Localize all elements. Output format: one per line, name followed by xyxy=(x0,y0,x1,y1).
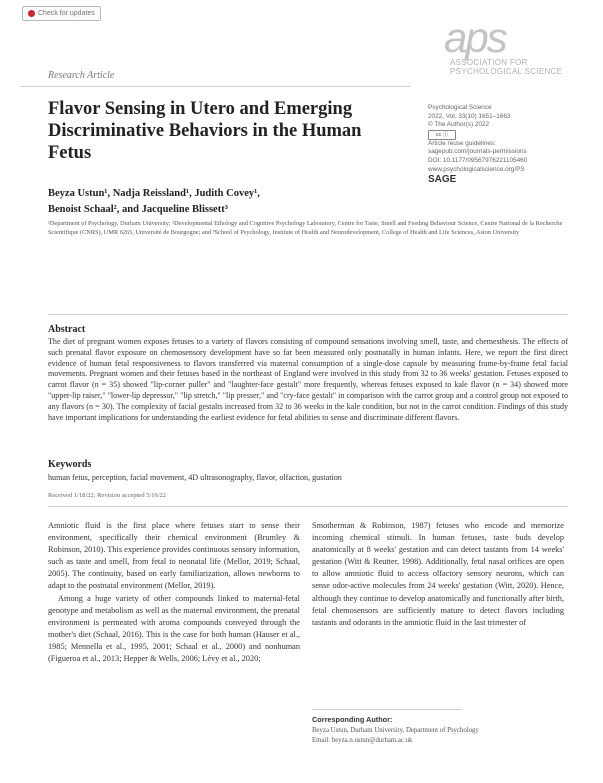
abstract-heading: Abstract xyxy=(48,324,86,335)
reuse-label: Article reuse guidelines: xyxy=(428,139,496,147)
aps-logo-sub-2: PSYCHOLOGICAL SCIENCE xyxy=(450,67,563,76)
affiliations: ¹Department of Psychology, Durham University; ²Developmental Ethology and Cognitive Psychology Laboratory, Centre for Taste, Smell and Feeding Behaviour Science, Centre National de la Recherche Scientifique (CNRS), UMR 6265, Université de Bourgogne; and ³School of Psychology, Institute of Health and Neurodevelopment, College of Health and Life Sciences, Aston University xyxy=(48,220,563,237)
copyright: © The Author(s) 2022 xyxy=(428,121,490,129)
doi-link[interactable]: DOI: 10.1177/09567976221105460 xyxy=(428,156,528,164)
aps-logo xyxy=(444,14,564,82)
article-title: Flavor Sensing in Utero and Emerging Discriminative Behaviors in the Human Fetus xyxy=(48,99,362,163)
check-updates-label: Check for updates xyxy=(38,10,95,17)
section-label: Research Article xyxy=(48,70,115,81)
correspondence-details xyxy=(312,726,572,745)
body-column-left xyxy=(48,520,300,665)
authors-line-2: Benoist Schaal², and Jacqueline Blissett³ xyxy=(48,204,228,215)
authors-line-1: Beyza Ustun¹, Nadja Reissland¹, Judith Covey¹, xyxy=(48,188,260,199)
correspondence-divider xyxy=(312,709,462,710)
check-for-updates-badge[interactable] xyxy=(22,6,101,21)
keywords-text: human fetus, perception, facial movement, 4D ultrasonography, flavor, olfaction, gustation xyxy=(48,473,342,482)
correspondence-email[interactable]: Email: beyza.n.ustun@durham.ac.uk xyxy=(312,736,413,744)
crossmark-icon xyxy=(28,10,35,17)
authors xyxy=(48,186,508,218)
sage-logo: SAGE xyxy=(428,174,457,186)
body-column-right xyxy=(312,520,564,700)
header-divider xyxy=(20,86,410,87)
abstract-text: The diet of pregnant women exposes fetuses to a variety of flavors consisting of compound sensations involving smell, taste, and chemesthesis. The effects of such prenatal flavor exposure on chemosensory development have so far been measured only postnatally in human infants. Here, we report the first direct evidence of human fetal responsiveness to flavors transferred via maternal consumption of a single-dose capsule by measuring frame-by-frame fetal facial movements. Pregnant women and their fetuses based in the northeast of England were involved in this study from 32 to 36 weeks' gestation. Fetuses exposed to carrot flavor (n = 35) showed "lip-corner puller" and "laughter-face gestalt" more frequently, whereas fetuses exposed to kale flavor (n = 34) showed more "upper-lip raiser," "lower-lip depressor," "lip stretch," "lip presser," and "cry-face gestalt" in comparison with the carrot group and a control group not exposed to any flavors (n = 30). The complexity of facial gestalts increased from 32 to 36 weeks in the kale condition, but not in the carrot condition. Findings of this study have important implications for understanding the earliest evidence for fetal abilities to sense and discriminate different flavors. xyxy=(48,337,568,422)
body-divider xyxy=(48,506,568,507)
journal-site-link[interactable]: www.psychologicalscience.org/PS xyxy=(428,165,525,173)
abstract-divider xyxy=(48,314,568,315)
body-paragraph: Among a huge variety of other compounds linked to maternal-fetal genotype and metabolism as well as the maternal environment, the prenatal environment is permeated with aroma compounds conveyed through the mother's diet (Schaal, 2016). This is the case for both human (Hauser et al., 1985; Mennella et al., 1995, 2001; Schaal et al., 2000) and nonhuman (Figueroa et al., 2013; Hepper & Wells, 2006; Lévy et al., 2020; xyxy=(48,593,300,664)
received-dates: Received 1/18/22; Revision accepted 5/16/22 xyxy=(48,492,167,499)
journal-name: Psychological Science xyxy=(428,104,492,111)
body-paragraph: Smotherman & Robinson, 1987) fetuses who encode and memorize incoming chemical stimuli. In human fetuses, taste buds develop anatomically at 8 weeks' gestation and can detect tastants from 14 weeks' gestation (Witt & Reutter, 1998). Additionally, fetal nasal orifices are open to allow amniotic fluid to access olfactory sensory neurons, which can sense odor-active molecules from 24 weeks' gestation (Witt, 2020). Hence, although they continue to develop anatomically and functionally after birth, fetal chemosensors are sufficiently mature to detect flavors including tastants and odorants in the amniotic fluid in the last trimester of xyxy=(312,521,564,627)
aps-logo-word: aps xyxy=(444,14,506,61)
publication-info xyxy=(428,104,593,185)
volume-info: 2022, Vol. 33(10) 1651–1663 xyxy=(428,112,511,120)
cc-license-icon[interactable]: cc ⓘ xyxy=(428,130,456,140)
keywords-heading: Keywords xyxy=(48,459,92,470)
correspondence-name: Beyza Ustun, Durham University, Department of Psychology xyxy=(312,727,479,734)
reuse-link[interactable]: sagepub.com/journals-permissions xyxy=(428,148,527,156)
body-paragraph: Amniotic fluid is the first place where fetuses start to sense their environment, specifically their chemical environment (Brumley & Robinson, 2010). This experience provides continuous sensory information, such as taste and smell, from fetal to neonatal life (Mellor, 2019; Schaal, 2005). The continuity, based on early familiarization, allows newborns to adapt to the postnatal environment (Mellor, 2019). xyxy=(48,521,300,591)
aps-logo-sub-1: ASSOCIATION FOR xyxy=(450,58,528,67)
correspondence-heading: Corresponding Author: xyxy=(312,715,393,724)
